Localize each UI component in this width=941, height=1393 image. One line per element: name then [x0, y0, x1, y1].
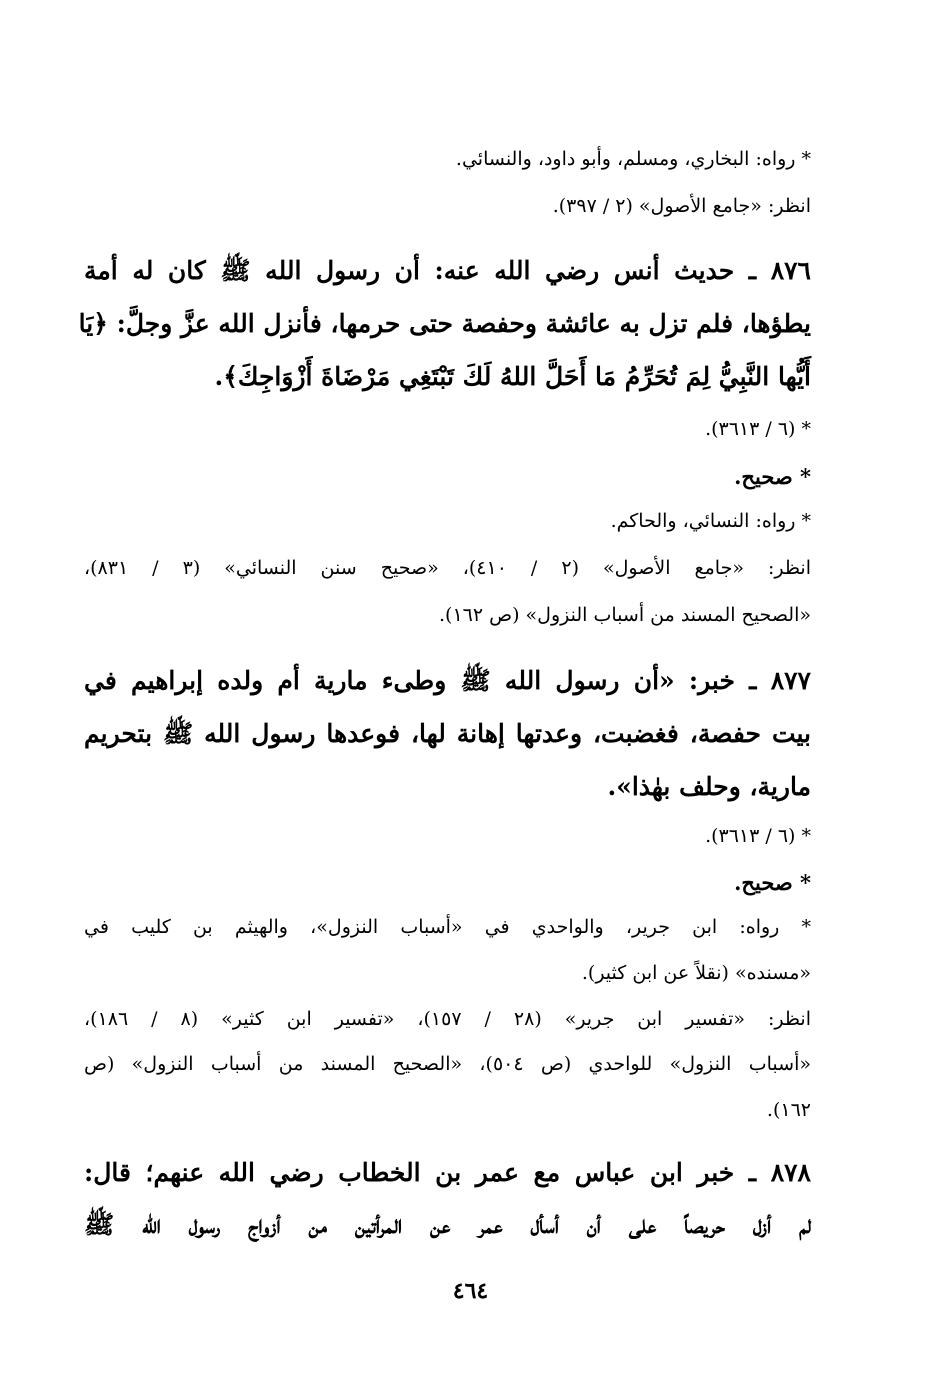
reference-line: * (٦ / ٣٦١٣). [705, 418, 811, 440]
hadith-876-line: يطؤها، فلم تزل به عائشة وحفصة حتى حرمها، فأنزل الله عزَّ وجلَّ: ﴿يَا [78, 309, 811, 338]
hadith-876-line: ٨٧٦ ـ حديث أنس رضي الله عنه: أن رسول الله ﷺ كان له أمة [84, 256, 811, 285]
narrators-line: «مسنده» (نقلاً عن ابن كثير). [581, 962, 811, 984]
hadith-877-line: بيت حفصة، فغضبت، وعدتها إهانة لها، فوعدها رسول الله ﷺ بتحريم [84, 719, 811, 748]
hadith-877-line: ٨٧٧ ـ خبر: «أن رسول الله ﷺ وطىء مارية أم ولده إبراهيم في [84, 666, 811, 695]
hadith-877-line: مارية، وحلف بهٰذا». [607, 772, 811, 801]
grading-line: * صحيح. [734, 870, 811, 895]
sources-line: «أسباب النزول» للواحدي (ص ٥٠٤)، «الصحيح المسند من أسباب النزول» (ص [84, 1053, 811, 1075]
reference-line: * (٦ / ٣٦١٣). [705, 825, 811, 847]
sources-line: «الصحيح المسند من أسباب النزول» (ص ١٦٢). [439, 604, 811, 626]
sources-line: انظر: «جامع الأصول» (٢ / ٤١٠)، «صحيح سنن النسائي» (٣ / ٨٣١)، [84, 557, 811, 579]
grading-line: * صحيح. [734, 464, 811, 489]
narrators-line: * رواه: النسائي، والحاكم. [610, 510, 811, 532]
page-body [78, 0, 811, 1393]
hadith-876-line: أَيُّها النَّبِيُّ لِمَ تُحَرِّمُ مَا أَحَلَّ اللهُ لَكَ تَبْتَغِي مَرْضَاةَ أَزْوَاجِكَ﴾. [214, 362, 811, 391]
text-line: * رواه: البخاري، ومسلم، وأبو داود، والنسائي. [455, 148, 811, 170]
sources-line: انظر: «تفسير ابن جرير» (٢٨ / ١٥٧)، «تفسير ابن كثير» (٨ / ١٨٦)، [84, 1008, 811, 1030]
text-line: انظر: «جامع الأصول» (٢ / ٣٩٧). [552, 195, 811, 217]
hadith-878-line: لم أزل حريصاً على أن أسأل عمر عن المرأتين من أزواج رسول الله ﷺ [84, 1210, 811, 1239]
page-number: ٤٦٤ [452, 1278, 489, 1304]
narrators-line: * رواه: ابن جرير، والواحدي في «أسباب النزول»، والهيثم بن كليب في [84, 916, 811, 938]
sources-line: ١٦٢). [766, 1099, 811, 1121]
hadith-878-line: ٨٧٨ ـ خبر ابن عباس مع عمر بن الخطاب رضي الله عنهم؛ قال: [84, 1158, 811, 1187]
